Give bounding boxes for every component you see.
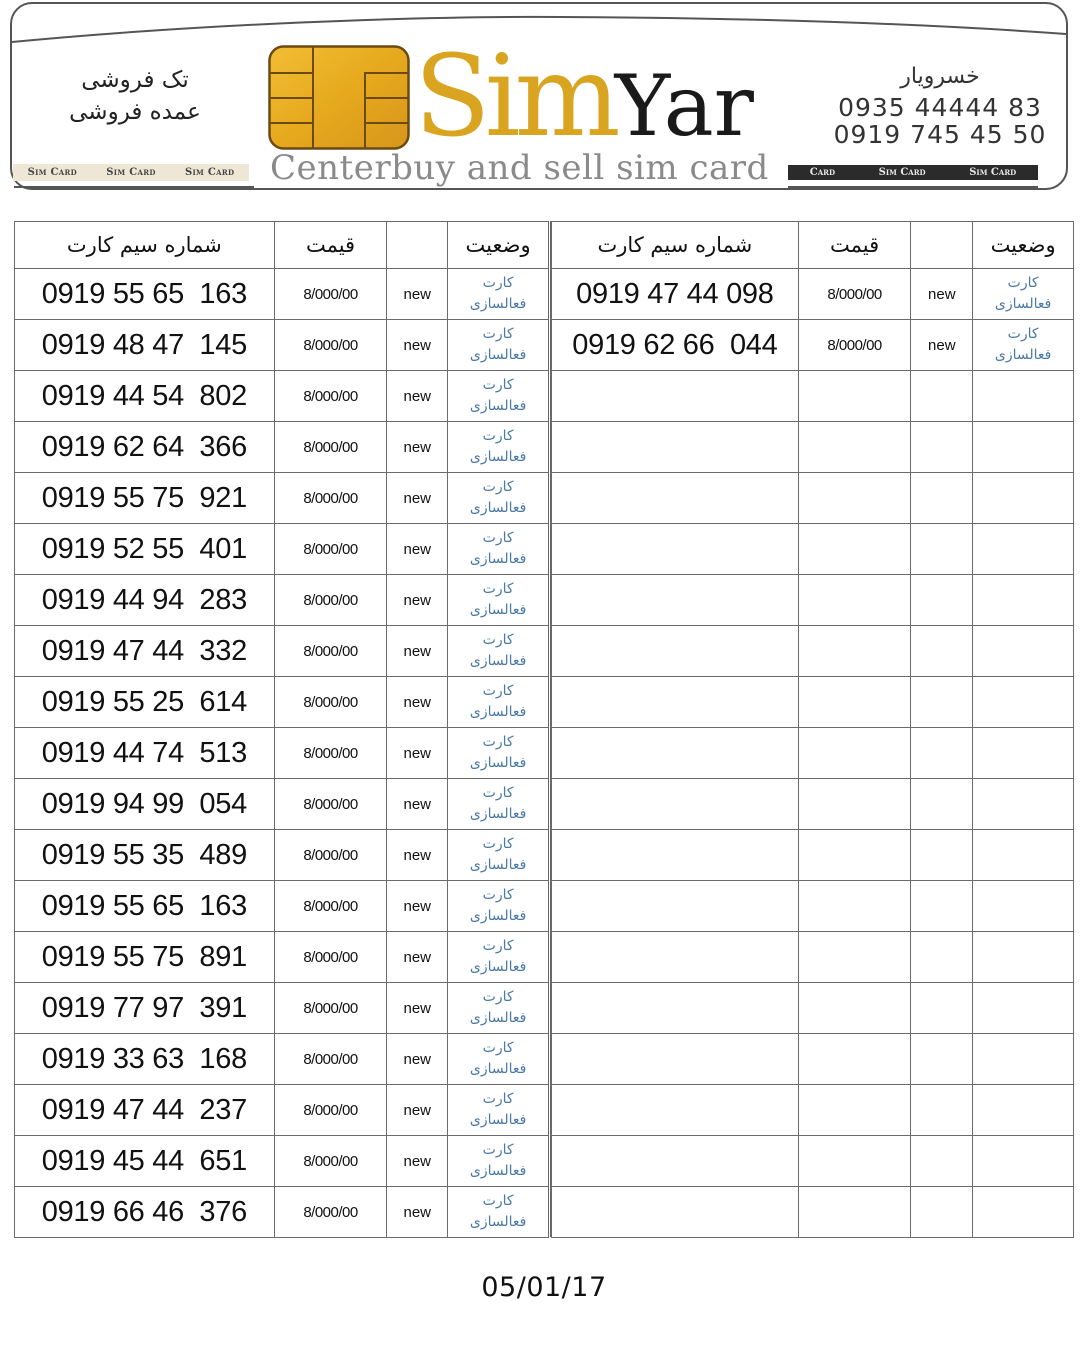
empty-table-row — [552, 371, 1074, 422]
status-cell — [448, 320, 549, 371]
condition-cell: new — [911, 269, 973, 320]
empty-cell — [798, 473, 911, 524]
table-row — [15, 1034, 549, 1085]
sim-number-cell: 0919 66 46 376 — [15, 1187, 275, 1238]
empty-table-row — [552, 1136, 1074, 1187]
table-row — [15, 626, 549, 677]
empty-cell — [552, 422, 799, 473]
empty-cell — [973, 1187, 1074, 1238]
empty-cell — [552, 932, 799, 983]
empty-cell — [552, 881, 799, 932]
status-line-1: کارت — [482, 1193, 514, 1209]
condition-cell: new — [387, 626, 448, 677]
header-banner — [0, 0, 1080, 200]
phone-2: 0919 745 45 50 — [833, 120, 1047, 149]
empty-cell — [552, 1187, 799, 1238]
status-line-1: کارت — [482, 275, 514, 291]
condition-cell: new — [387, 728, 448, 779]
empty-cell — [552, 371, 799, 422]
status-cell — [448, 371, 549, 422]
logo-yar-text: Yar — [614, 57, 754, 155]
price-cell: 8/000/00 — [274, 677, 387, 728]
table-row — [15, 1085, 549, 1136]
status-line-2: فعالسازی — [469, 347, 527, 363]
table-row — [15, 728, 549, 779]
empty-cell — [798, 932, 911, 983]
condition-cell: new — [387, 473, 448, 524]
condition-cell: new — [387, 320, 448, 371]
empty-cell — [552, 728, 799, 779]
empty-cell — [973, 1136, 1074, 1187]
status-line-1: کارت — [482, 1091, 514, 1107]
price-cell: 8/000/00 — [274, 422, 387, 473]
table-row — [15, 1187, 549, 1238]
sim-card-strip-left — [13, 164, 249, 181]
status-cell — [448, 728, 549, 779]
empty-cell — [973, 728, 1074, 779]
empty-cell — [911, 524, 973, 575]
empty-cell — [911, 1034, 973, 1085]
status-cell — [448, 1085, 549, 1136]
status-line-1: کارت — [1007, 275, 1039, 291]
empty-cell — [911, 779, 973, 830]
status-line-2: فعالسازی — [469, 1010, 527, 1026]
status-line-1: کارت — [482, 683, 514, 699]
status-cell — [973, 269, 1074, 320]
status-line-2: فعالسازی — [469, 602, 527, 618]
empty-cell — [973, 626, 1074, 677]
status-cell — [448, 677, 549, 728]
status-line-2: فعالسازی — [469, 1112, 527, 1128]
strip-text: Card — [809, 167, 836, 178]
contact-name: خسرویار — [900, 64, 980, 89]
empty-cell — [911, 422, 973, 473]
sim-number-cell: 0919 55 35 489 — [15, 830, 275, 881]
status-line-2: فعالسازی — [469, 704, 527, 720]
condition-cell: new — [387, 524, 448, 575]
table-row — [552, 269, 1074, 320]
price-cell: 8/000/00 — [274, 1034, 387, 1085]
empty-cell — [911, 881, 973, 932]
empty-table-row — [552, 1187, 1074, 1238]
sales-type-text — [40, 64, 230, 128]
sim-number-cell: 0919 62 64 366 — [15, 422, 275, 473]
sim-number-cell: 0919 47 44 332 — [15, 626, 275, 677]
status-cell — [448, 422, 549, 473]
status-cell — [448, 779, 549, 830]
status-line-2: فعالسازی — [469, 755, 527, 771]
table-row — [15, 422, 549, 473]
empty-cell — [911, 728, 973, 779]
empty-cell — [552, 524, 799, 575]
empty-table-row — [552, 983, 1074, 1034]
condition-cell: new — [387, 575, 448, 626]
price-cell: 8/000/00 — [274, 881, 387, 932]
empty-cell — [798, 524, 911, 575]
empty-cell — [552, 1136, 799, 1187]
status-line-2: فعالسازی — [469, 1214, 527, 1230]
status-line-1: کارت — [482, 785, 514, 801]
empty-cell — [552, 983, 799, 1034]
empty-cell — [552, 677, 799, 728]
table-row — [15, 677, 549, 728]
price-cell: 8/000/00 — [274, 575, 387, 626]
empty-cell — [798, 983, 911, 1034]
empty-cell — [552, 473, 799, 524]
price-cell: 8/000/00 — [274, 524, 387, 575]
status-line-1: کارت — [482, 734, 514, 750]
empty-cell — [973, 677, 1074, 728]
empty-cell — [911, 830, 973, 881]
condition-cell: new — [387, 269, 448, 320]
sim-number-cell: 0919 62 66 044 — [552, 320, 799, 371]
header-status: وضعیت — [973, 222, 1074, 269]
header-condition — [387, 222, 448, 269]
condition-cell: new — [387, 422, 448, 473]
status-line-2: فعالسازی — [469, 959, 527, 975]
header-status: وضعیت — [448, 222, 549, 269]
status-line-1: کارت — [482, 479, 514, 495]
empty-cell — [798, 779, 911, 830]
retail-label: تک فروشی — [81, 67, 189, 93]
status-line-2: فعالسازی — [469, 1163, 527, 1179]
empty-cell — [911, 575, 973, 626]
empty-table-row — [552, 881, 1074, 932]
status-line-2: فعالسازی — [994, 296, 1052, 312]
sim-number-cell: 0919 55 65 163 — [15, 269, 275, 320]
status-line-1: کارت — [482, 1040, 514, 1056]
empty-cell — [798, 422, 911, 473]
status-line-2: فعالسازی — [994, 347, 1052, 363]
status-line-2: فعالسازی — [469, 806, 527, 822]
price-cell: 8/000/00 — [274, 830, 387, 881]
empty-table-row — [552, 575, 1074, 626]
empty-cell — [798, 830, 911, 881]
sim-number-cell: 0919 94 99 054 — [15, 779, 275, 830]
status-line-2: فعالسازی — [469, 1061, 527, 1077]
status-cell — [448, 932, 549, 983]
status-cell — [448, 524, 549, 575]
sim-number-cell: 0919 77 97 391 — [15, 983, 275, 1034]
wholesale-label: عمده فروشی — [69, 99, 201, 125]
header-sim-number: شماره سیم کارت — [552, 222, 799, 269]
sim-number-cell: 0919 55 75 921 — [15, 473, 275, 524]
empty-cell — [911, 1187, 973, 1238]
status-cell — [448, 1034, 549, 1085]
empty-cell — [973, 932, 1074, 983]
price-cell: 8/000/00 — [274, 779, 387, 830]
condition-cell: new — [387, 932, 448, 983]
sim-number-cell: 0919 33 63 168 — [15, 1034, 275, 1085]
table-row — [15, 524, 549, 575]
simyar-logo — [414, 32, 754, 162]
condition-cell: new — [387, 1085, 448, 1136]
empty-table-row — [552, 830, 1074, 881]
status-cell — [448, 1187, 549, 1238]
price-cell: 8/000/00 — [274, 932, 387, 983]
price-cell: 8/000/00 — [274, 473, 387, 524]
list-date: 05/01/17 — [481, 1272, 607, 1303]
empty-cell — [973, 881, 1074, 932]
status-line-2: فعالسازی — [469, 449, 527, 465]
status-line-1: کارت — [482, 428, 514, 444]
condition-cell: new — [387, 881, 448, 932]
status-line-2: فعالسازی — [469, 653, 527, 669]
status-line-1: کارت — [482, 887, 514, 903]
status-cell — [448, 575, 549, 626]
header-price: قیمت — [798, 222, 911, 269]
condition-cell: new — [387, 1034, 448, 1085]
header-condition — [911, 222, 973, 269]
empty-cell — [973, 830, 1074, 881]
status-cell — [448, 269, 549, 320]
status-line-2: فعالسازی — [469, 551, 527, 567]
price-table-right — [551, 221, 1074, 1238]
price-cell: 8/000/00 — [798, 320, 911, 371]
header-price: قیمت — [274, 222, 387, 269]
status-cell — [448, 983, 549, 1034]
empty-cell — [911, 1136, 973, 1187]
empty-cell — [552, 1085, 799, 1136]
empty-cell — [973, 371, 1074, 422]
empty-cell — [552, 626, 799, 677]
empty-cell — [798, 881, 911, 932]
empty-cell — [798, 626, 911, 677]
status-line-1: کارت — [482, 377, 514, 393]
table-row — [15, 1136, 549, 1187]
strip-text: Sim Card — [969, 167, 1017, 178]
status-cell — [448, 473, 549, 524]
empty-table-row — [552, 932, 1074, 983]
status-cell — [448, 1136, 549, 1187]
price-cell: 8/000/00 — [274, 1085, 387, 1136]
empty-cell — [911, 473, 973, 524]
empty-cell — [911, 932, 973, 983]
status-line-2: فعالسازی — [469, 296, 527, 312]
banner-underline — [14, 186, 254, 188]
status-line-1: کارت — [482, 632, 514, 648]
price-cell: 8/000/00 — [274, 1136, 387, 1187]
price-cell: 8/000/00 — [274, 983, 387, 1034]
empty-cell — [798, 1085, 911, 1136]
table-right-half — [551, 221, 1074, 1238]
empty-cell — [973, 575, 1074, 626]
sim-number-cell: 0919 44 74 513 — [15, 728, 275, 779]
status-line-1: کارت — [482, 530, 514, 546]
empty-table-row — [552, 677, 1074, 728]
strip-text: Sim Card — [27, 167, 78, 178]
strip-text: Sim Card — [106, 167, 156, 178]
empty-cell — [911, 677, 973, 728]
empty-cell — [552, 575, 799, 626]
price-cell: 8/000/00 — [274, 371, 387, 422]
table-header-row — [15, 222, 549, 269]
empty-cell — [911, 371, 973, 422]
condition-cell: new — [911, 320, 973, 371]
status-cell — [973, 320, 1074, 371]
price-cell: 8/000/00 — [274, 1187, 387, 1238]
banner-underline — [788, 186, 1038, 188]
table-row — [15, 269, 549, 320]
table-row — [15, 779, 549, 830]
table-row — [15, 320, 549, 371]
empty-cell — [911, 983, 973, 1034]
price-cell: 8/000/00 — [798, 269, 911, 320]
sim-number-cell: 0919 55 25 614 — [15, 677, 275, 728]
price-cell: 8/000/00 — [274, 728, 387, 779]
empty-cell — [973, 1034, 1074, 1085]
empty-cell — [973, 1085, 1074, 1136]
logo-tagline: Centerbuy and sell sim card — [270, 148, 769, 188]
condition-cell: new — [387, 371, 448, 422]
sim-number-cell: 0919 45 44 651 — [15, 1136, 275, 1187]
status-line-2: فعالسازی — [469, 908, 527, 924]
empty-table-row — [552, 626, 1074, 677]
status-line-1: کارت — [482, 326, 514, 342]
table-row — [15, 575, 549, 626]
status-line-1: کارت — [1007, 326, 1039, 342]
condition-cell: new — [387, 677, 448, 728]
condition-cell: new — [387, 830, 448, 881]
empty-table-row — [552, 728, 1074, 779]
condition-cell: new — [387, 983, 448, 1034]
empty-cell — [973, 779, 1074, 830]
condition-cell: new — [387, 1187, 448, 1238]
condition-cell: new — [387, 1136, 448, 1187]
empty-cell — [973, 524, 1074, 575]
logo-sim-text: Sim — [414, 32, 615, 162]
price-cell: 8/000/00 — [274, 269, 387, 320]
empty-cell — [973, 422, 1074, 473]
sim-number-cell: 0919 52 55 401 — [15, 524, 275, 575]
status-cell — [448, 626, 549, 677]
empty-cell — [798, 1034, 911, 1085]
empty-cell — [798, 1187, 911, 1238]
price-cell: 8/000/00 — [274, 320, 387, 371]
status-line-1: کارت — [482, 836, 514, 852]
table-row — [552, 320, 1074, 371]
sim-number-cell: 0919 55 75 891 — [15, 932, 275, 983]
status-line-1: کارت — [482, 938, 514, 954]
empty-cell — [798, 728, 911, 779]
table-row — [15, 932, 549, 983]
phone-1: 0935 44444 83 — [838, 93, 1042, 122]
table-row — [15, 830, 549, 881]
strip-text: Sim Card — [878, 167, 926, 178]
sim-number-cell: 0919 47 44 237 — [15, 1085, 275, 1136]
empty-table-row — [552, 473, 1074, 524]
table-row — [15, 473, 549, 524]
status-cell — [448, 830, 549, 881]
sim-number-cell: 0919 44 94 283 — [15, 575, 275, 626]
status-cell — [448, 881, 549, 932]
price-table-left — [14, 221, 549, 1238]
empty-cell — [798, 371, 911, 422]
empty-cell — [798, 677, 911, 728]
empty-cell — [552, 830, 799, 881]
table-row — [15, 371, 549, 422]
empty-cell — [552, 1034, 799, 1085]
empty-cell — [911, 626, 973, 677]
condition-cell: new — [387, 779, 448, 830]
status-line-1: کارت — [482, 581, 514, 597]
header-sim-number: شماره سیم کارت — [15, 222, 275, 269]
table-left-half — [14, 221, 549, 1238]
table-header-row — [552, 222, 1074, 269]
empty-table-row — [552, 422, 1074, 473]
strip-text: Sim Card — [184, 167, 235, 178]
empty-cell — [552, 779, 799, 830]
empty-cell — [798, 1136, 911, 1187]
price-cell: 8/000/00 — [274, 626, 387, 677]
sim-number-cell: 0919 55 65 163 — [15, 881, 275, 932]
table-row — [15, 881, 549, 932]
empty-table-row — [552, 524, 1074, 575]
empty-table-row — [552, 779, 1074, 830]
empty-table-row — [552, 1085, 1074, 1136]
empty-cell — [798, 575, 911, 626]
status-line-2: فعالسازی — [469, 500, 527, 516]
sim-number-cell: 0919 47 44 098 — [552, 269, 799, 320]
contact-block — [830, 60, 1050, 148]
empty-cell — [973, 473, 1074, 524]
status-line-1: کارت — [482, 1142, 514, 1158]
sim-number-cell: 0919 48 47 145 — [15, 320, 275, 371]
status-line-1: کارت — [482, 989, 514, 1005]
empty-cell — [911, 1085, 973, 1136]
status-line-2: فعالسازی — [469, 857, 527, 873]
sim-chip-icon — [268, 45, 410, 150]
empty-table-row — [552, 1034, 1074, 1085]
empty-cell — [973, 983, 1074, 1034]
sim-number-cell: 0919 44 54 802 — [15, 371, 275, 422]
table-row — [15, 983, 549, 1034]
sim-card-strip-right — [788, 165, 1038, 180]
status-line-2: فعالسازی — [469, 398, 527, 414]
